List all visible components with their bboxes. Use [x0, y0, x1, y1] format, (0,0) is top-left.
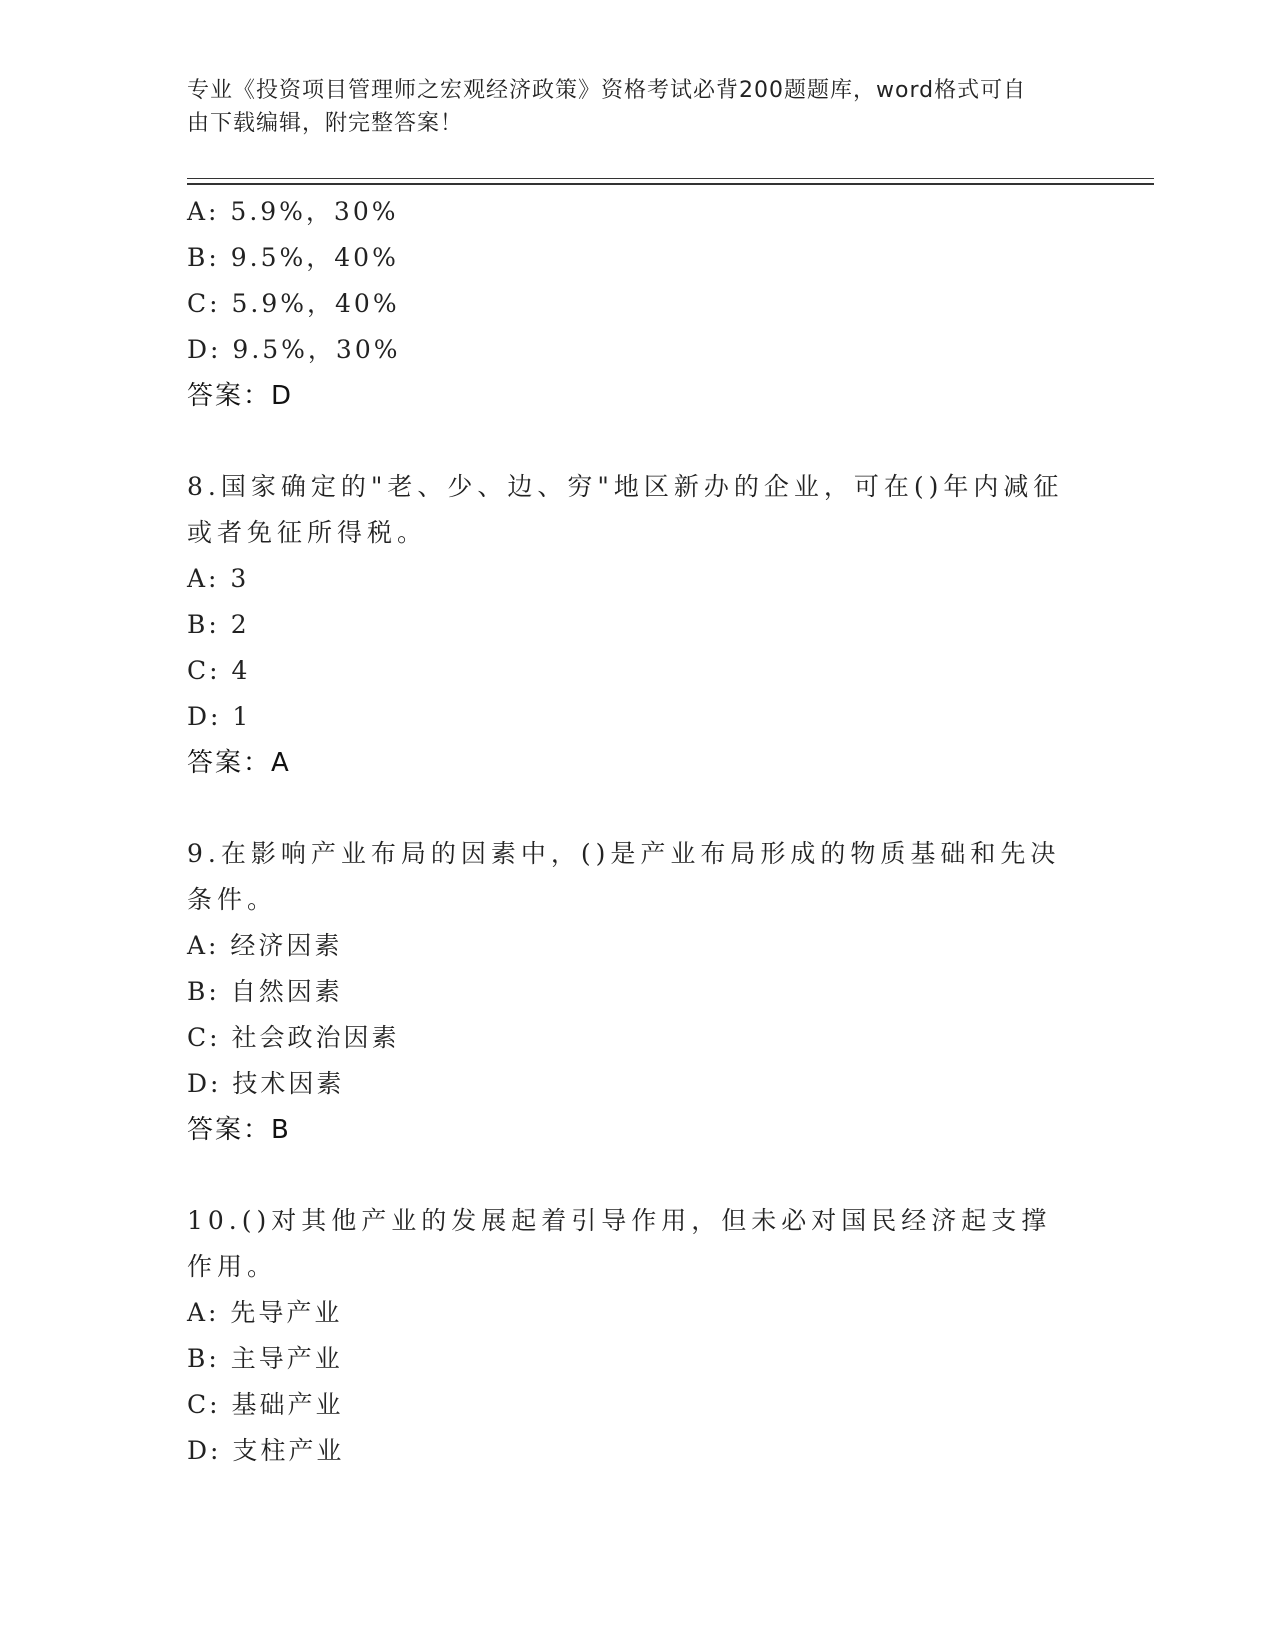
answer: 答案：A — [187, 748, 291, 778]
option-b: B: 自然因素 — [187, 977, 343, 1006]
option-a: A: 经济因素 — [187, 931, 343, 960]
option-c: C: 社会政治因素 — [187, 1023, 400, 1052]
answer: 答案：D — [187, 381, 294, 411]
question-text: 9.在影响产业布局的因素中，()是产业布局形成的物质基础和先决条件。 — [187, 839, 1061, 914]
header-divider-thin — [187, 178, 1154, 179]
option-b: B: 2 — [187, 610, 250, 639]
option-c: C: 5.9%，40% — [187, 289, 400, 318]
question-block-10 — [187, 1198, 1087, 1474]
question-list — [187, 189, 1087, 1474]
option-c: C: 4 — [187, 656, 251, 685]
option-a: A: 5.9%，30% — [187, 197, 399, 226]
option-b: B: 9.5%，40% — [187, 243, 399, 272]
option-d: D: 9.5%，30% — [187, 335, 401, 364]
question-text: 10.()对其他产业的发展起着引导作用，但未必对国民经济起支撑作用。 — [187, 1206, 1052, 1281]
option-d: D: 支柱产业 — [187, 1436, 345, 1465]
option-b: B: 主导产业 — [187, 1344, 343, 1373]
document-intro: 专业《投资项目管理师之宏观经济政策》资格考试必背200题题库，word格式可自由下载编辑，附完整答案！ — [187, 78, 1027, 136]
option-a: A: 先导产业 — [187, 1298, 343, 1327]
question-block-9 — [187, 831, 1087, 1153]
option-d: D: 1 — [187, 702, 252, 731]
answer: 答案：B — [187, 1115, 291, 1145]
option-a: A: 3 — [187, 564, 250, 593]
option-c: C: 基础产业 — [187, 1390, 344, 1419]
question-block-8 — [187, 464, 1087, 786]
question-text: 8.国家确定的"老、少、边、穷"地区新办的企业，可在()年内减征或者免征所得税。 — [187, 472, 1064, 547]
header-divider-thick — [187, 183, 1154, 185]
option-d: D: 技术因素 — [187, 1069, 345, 1098]
question-block-7 — [187, 189, 1087, 419]
